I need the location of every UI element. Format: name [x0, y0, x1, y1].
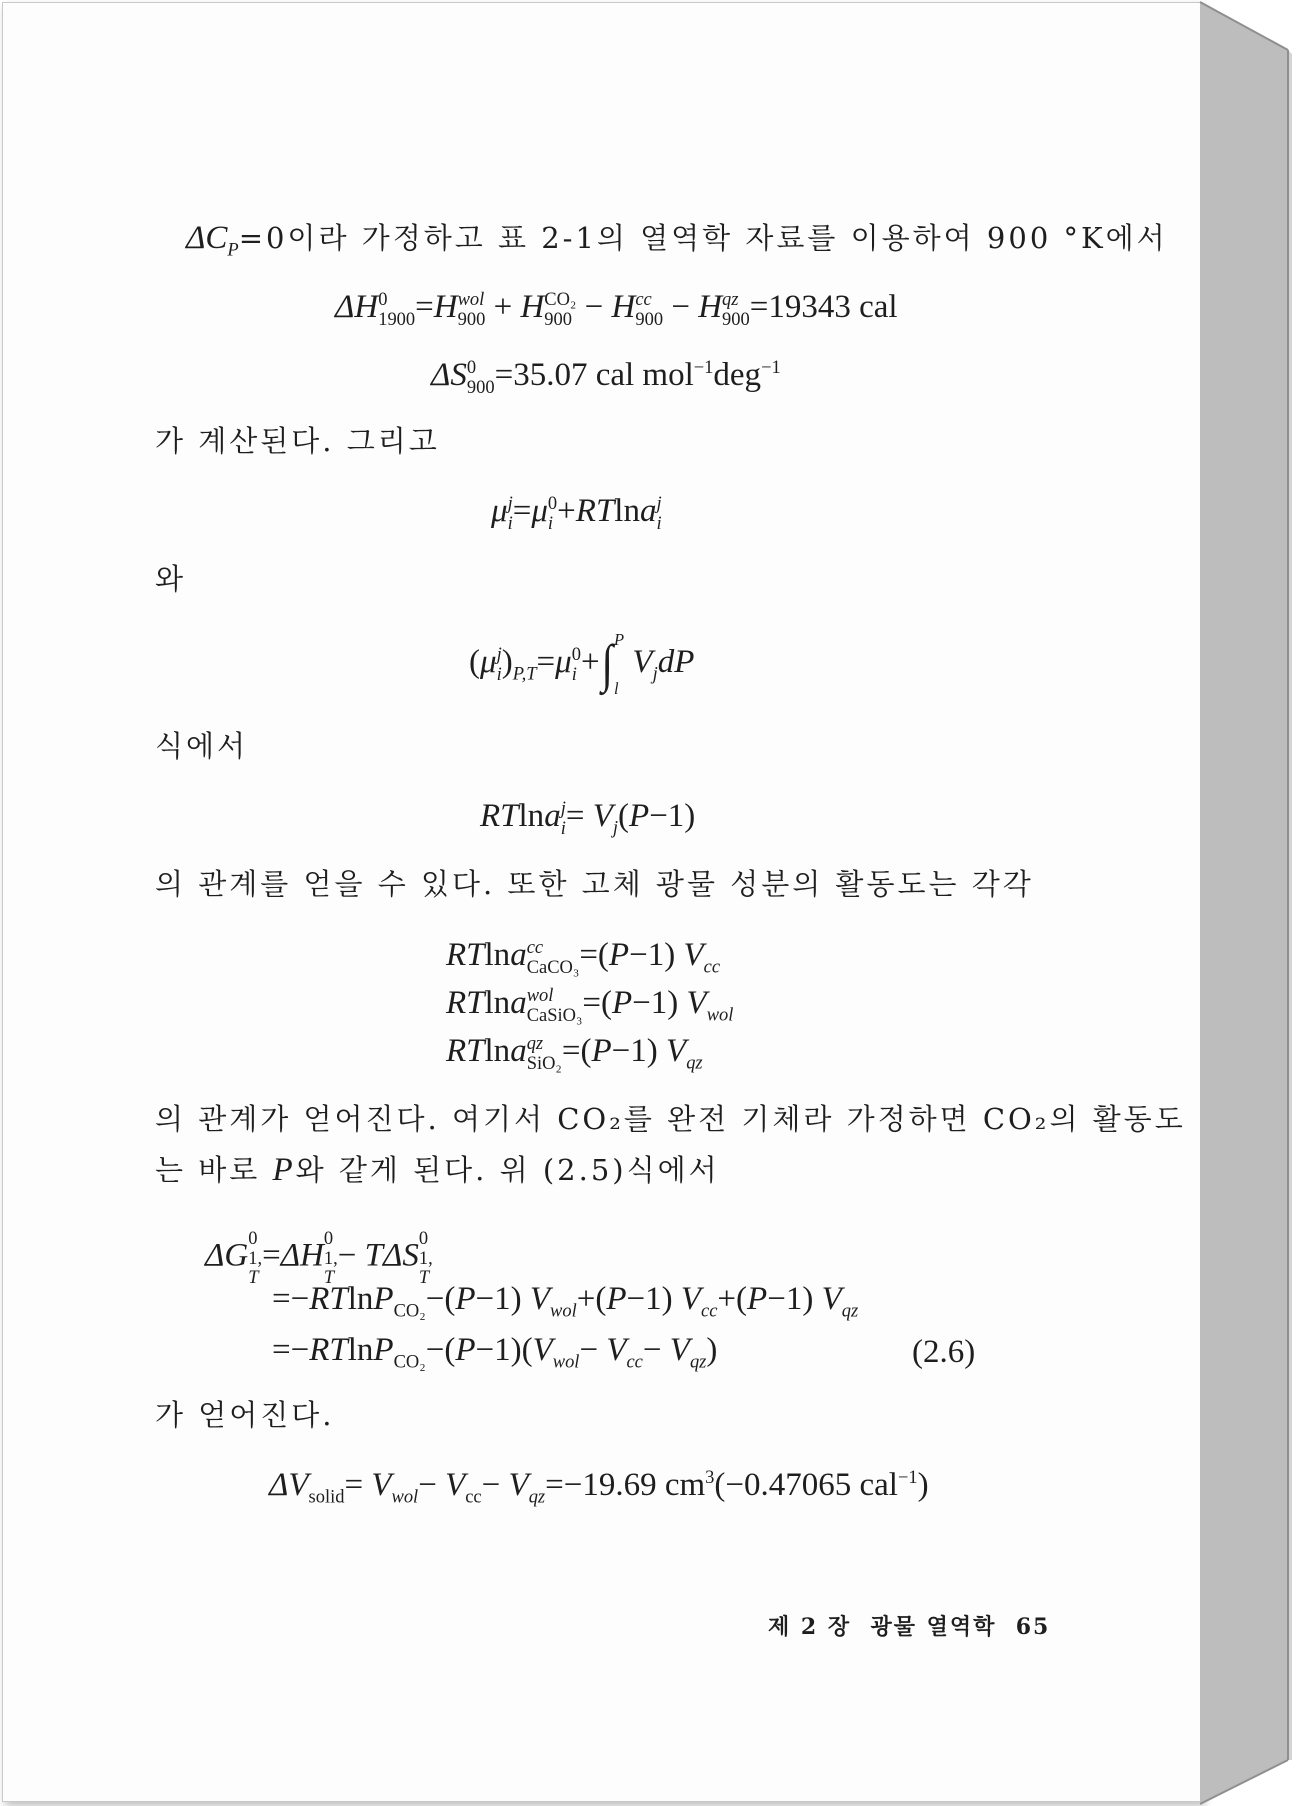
gibbs-equation-line2: =−RTlnP$_{CO_2}$−(P−1) $V_{wol}+(P-1)$ $V_{cc}+(P-1)$ $V_{qz}$	[272, 1281, 859, 1321]
integral-equation: (μ j i )$_{P,T}=\mu$ 0 i +∫ P l $V_jdP$	[469, 630, 695, 699]
intro-text: =0이라 가정하고 표 2-1의 열역학 자료를 이용하여 900 °K에서	[238, 221, 1168, 255]
activity-equation: RTlna j i = $V_j(P-1)$	[480, 798, 696, 839]
footer-chapter: 제 2 장	[768, 1614, 852, 1640]
text-sik-eseo: 식에서	[155, 729, 249, 763]
chemical-potential-equation: μ j i =μ 0 i +RTlna j i	[491, 493, 662, 534]
text-co2-line1: 의 관계가 얻어진다. 여기서 CO₂를 완전 기체라 가정하면 CO₂의 활동도	[155, 1102, 1186, 1136]
entropy-value: =35.07 cal mol	[494, 357, 694, 394]
enthalpy-equation: ΔH 0 1900 =H wol 900 + H CO₂ 900 − H cc 900 − H qz 900 =19343 cal	[335, 289, 898, 330]
enthalpy-value: =19343 cal	[749, 289, 898, 326]
text-co2-line2-b: 와 같게 된다. 위 (2.5)식에서	[295, 1153, 720, 1187]
activity-calcite-equation: RTlna cc CaCO₃ =(P−1) $V_{cc}$	[446, 937, 721, 978]
delta-v-paren: (−0.47065 cal	[714, 1467, 898, 1503]
text-obtained: 가 얻어진다.	[155, 1398, 335, 1432]
activity-quartz-equation: RTlna qz SiO₂ =(P−1) $V_{qz}$	[446, 1033, 703, 1074]
p-symbol: P	[272, 1152, 296, 1188]
text-relation: 의 관계를 얻을 수 있다. 또한 고체 광물 성분의 활동도는 각각	[155, 867, 1034, 901]
text-wa: 와	[155, 562, 187, 596]
gibbs-equation-line3: $=-RTlnP_{CO_2}-(P-1)(V_{wol}- V_{cc}- V_{qz})$	[272, 1332, 718, 1372]
page-number: 65	[1015, 1614, 1051, 1640]
activity-wollastonite-equation: RTlna wol CaSiO₃ =(P−1) $V_{wol}$	[446, 985, 734, 1026]
delta-v-solid-equation: $\Delta V_{solid}= V_{wol}- V_{cc}- V_{qz}=-19.69$ $cm^3(-0.47065$ cal$^{-1}$)	[269, 1467, 929, 1507]
text-calculated: 가 계산된다. 그리고	[155, 424, 440, 458]
delta-cp-symbol: $\Delta C_P$	[186, 220, 239, 260]
equation-number: (2.6)	[912, 1334, 976, 1370]
gibbs-equation-line1: ΔG 0 1, T =ΔH 0 1, T − TΔS 0 1, T	[205, 1228, 433, 1287]
delta-v-value: =−19.69 cm	[545, 1467, 706, 1503]
text-co2-line2-a: 는 바로	[155, 1153, 261, 1187]
footer-title: 광물 열역학	[870, 1614, 997, 1640]
entropy-equation: ΔS 0 900 =35.07 cal mol$^{-1}$deg$^{-1}$	[431, 357, 781, 398]
